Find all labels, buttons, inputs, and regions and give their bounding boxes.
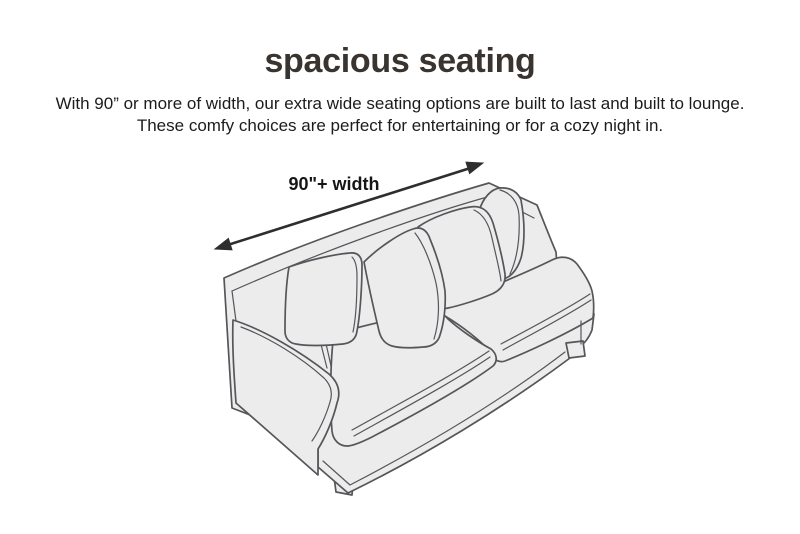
dimension-label: 90"+ width: [288, 174, 380, 194]
sofa-foot-right: [566, 341, 585, 358]
back-pillow-1: [285, 253, 362, 346]
description-line-1: With 90” or more of width, our extra wide seating options are built to last and built to lounge.: [55, 94, 745, 113]
description-line-2: These comfy choices are perfect for entertaining or for a cozy night in.: [136, 116, 664, 135]
page-title: spacious seating: [264, 42, 536, 80]
